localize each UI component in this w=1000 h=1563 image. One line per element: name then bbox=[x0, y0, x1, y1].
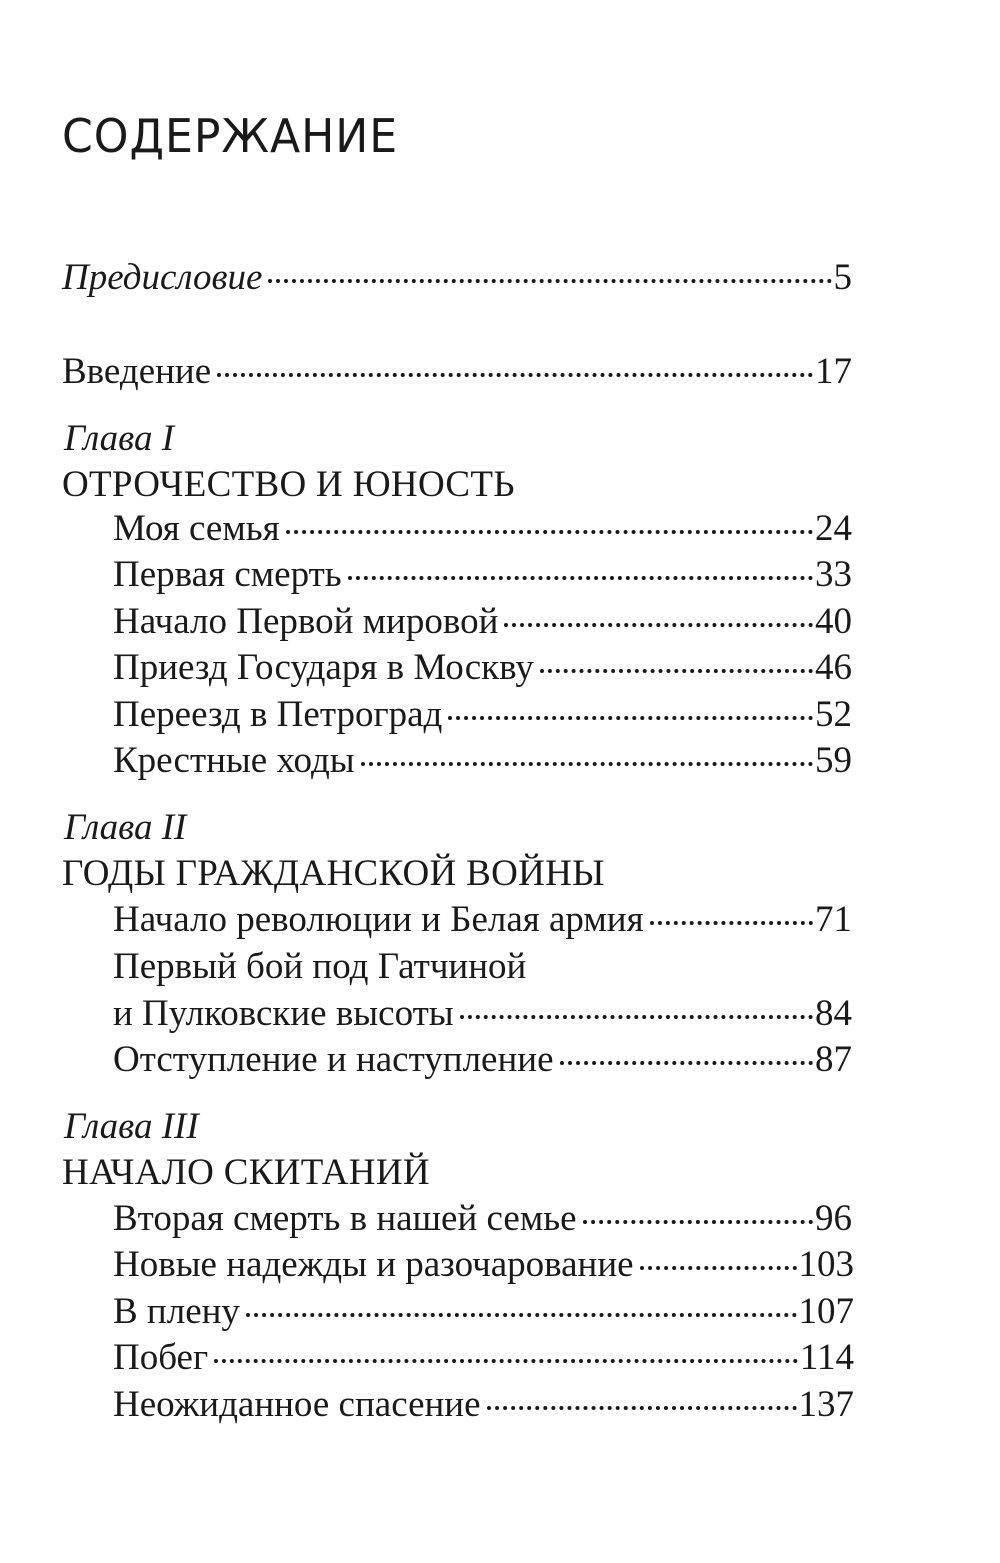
dot-leader bbox=[540, 669, 813, 673]
toc-page-number: 103 bbox=[798, 1244, 854, 1285]
toc-entry-title: Вторая смерть в нашей семье bbox=[113, 1198, 577, 1239]
toc-entry-title: Начало революции и Белая армия bbox=[113, 899, 644, 940]
toc-entry-title-line[interactable]: Первый бой под Гатчиной bbox=[113, 946, 527, 987]
dot-leader bbox=[246, 1313, 797, 1317]
toc-page-number: 87 bbox=[815, 1039, 852, 1080]
dot-leader bbox=[650, 921, 813, 925]
toc-entry-title: Крестные ходы bbox=[113, 740, 355, 781]
dot-leader bbox=[217, 373, 813, 377]
toc-page-number: 107 bbox=[798, 1291, 854, 1332]
toc-entry[interactable] bbox=[113, 1037, 852, 1083]
toc-entry-preface[interactable] bbox=[62, 255, 852, 301]
page-title: СОДЕРЖАНИЕ bbox=[62, 109, 399, 163]
toc-entry[interactable] bbox=[113, 1289, 854, 1335]
chapter-title: НАЧАЛО СКИТАНИЙ bbox=[62, 1152, 430, 1193]
toc-page-number: 137 bbox=[798, 1384, 854, 1425]
toc-entry-title: Приезд Государя в Москву bbox=[113, 647, 534, 688]
toc-page-number: 71 bbox=[815, 899, 852, 940]
toc-entry-title: Побег bbox=[113, 1337, 209, 1378]
toc-entry[interactable] bbox=[113, 1242, 854, 1288]
dot-leader bbox=[348, 576, 813, 580]
toc-entry[interactable] bbox=[113, 599, 852, 645]
toc-entry[interactable] bbox=[113, 738, 852, 784]
toc-entry[interactable] bbox=[113, 897, 852, 943]
toc-entry[interactable] bbox=[113, 991, 852, 1037]
toc-entry[interactable] bbox=[113, 1196, 852, 1242]
dot-leader bbox=[448, 716, 813, 720]
toc-entry-title: Начало Первой мировой bbox=[113, 601, 499, 642]
toc-page-number: 17 bbox=[815, 351, 852, 392]
toc-entry-title: Введение bbox=[62, 351, 212, 392]
chapter-label: Глава II bbox=[64, 807, 187, 848]
dot-leader bbox=[268, 279, 831, 283]
toc-page-number: 46 bbox=[815, 647, 852, 688]
chapter-title: ОТРОЧЕСТВО И ЮНОСТЬ bbox=[62, 464, 515, 505]
toc-page-number: 24 bbox=[815, 508, 852, 549]
toc-page-number: 5 bbox=[833, 257, 852, 298]
toc-entry-title: Переезд в Петроград bbox=[113, 694, 443, 735]
toc-entry-title: и Пулковские высоты bbox=[113, 993, 454, 1034]
toc-page-number: 52 bbox=[815, 694, 852, 735]
toc-entry-title: Неожиданное спасение bbox=[113, 1384, 481, 1425]
toc-entry[interactable] bbox=[113, 1335, 854, 1381]
dot-leader bbox=[504, 623, 813, 627]
toc-entry-title: Предисловие bbox=[62, 257, 263, 298]
dot-leader bbox=[286, 530, 813, 534]
dot-leader bbox=[214, 1359, 798, 1363]
toc-entry-title: Новые надежды и разочарование bbox=[113, 1244, 634, 1285]
toc-entry[interactable] bbox=[113, 645, 852, 691]
toc-page-number: 33 bbox=[815, 554, 852, 595]
toc-entry[interactable] bbox=[113, 1382, 854, 1428]
toc-entry-title: Отступление и наступление bbox=[113, 1039, 554, 1080]
toc-page-number: 114 bbox=[799, 1337, 854, 1378]
toc-entry-introduction[interactable] bbox=[62, 349, 852, 395]
toc-entry[interactable] bbox=[113, 552, 852, 598]
toc-page-number: 40 bbox=[815, 601, 852, 642]
chapter-label: Глава I bbox=[64, 418, 175, 459]
dot-leader bbox=[583, 1220, 813, 1224]
toc-entry-title: Моя семья bbox=[113, 508, 280, 549]
dot-leader bbox=[460, 1015, 813, 1019]
chapter-label: Глава III bbox=[64, 1106, 199, 1147]
toc-entry-title: Первая смерть bbox=[113, 554, 342, 595]
dot-leader bbox=[487, 1406, 797, 1410]
chapter-title: ГОДЫ ГРАЖДАНСКОЙ ВОЙНЫ bbox=[62, 853, 605, 894]
toc-page-number: 84 bbox=[815, 993, 852, 1034]
dot-leader bbox=[560, 1061, 814, 1065]
dot-leader bbox=[640, 1266, 797, 1270]
toc-page-number: 96 bbox=[815, 1198, 852, 1239]
dot-leader bbox=[361, 762, 813, 766]
toc-entry[interactable] bbox=[113, 692, 852, 738]
toc-entry-title: В плену bbox=[113, 1291, 240, 1332]
toc-page-number: 59 bbox=[815, 740, 852, 781]
toc-entry[interactable] bbox=[113, 506, 852, 552]
